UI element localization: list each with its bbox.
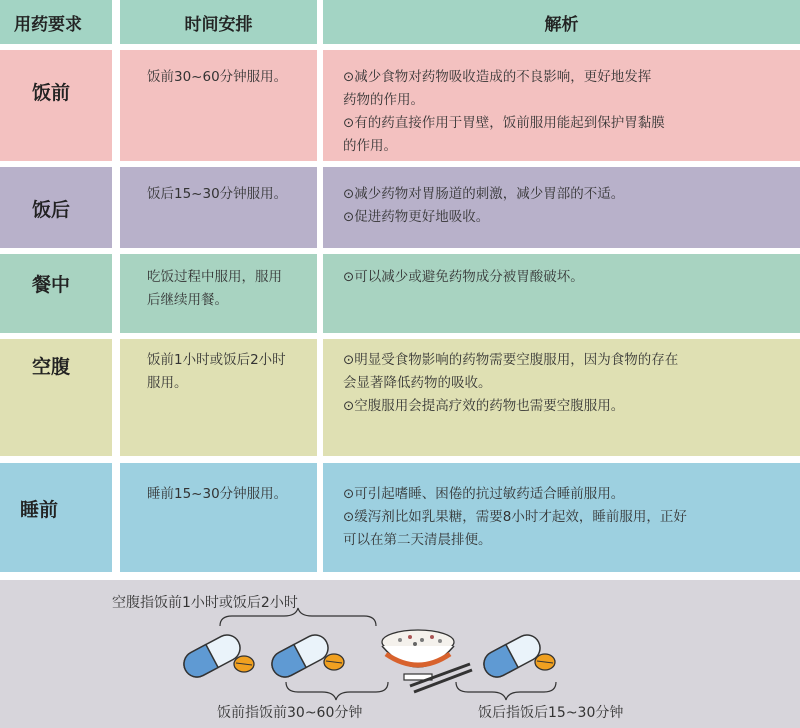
- row-label-after-meal: 饭后: [0, 167, 112, 248]
- caption-after-meal: 饭后指饭后15~30分钟: [478, 705, 624, 721]
- row-time-during-meal: 吃饭过程中服用，服用 后继续用餐。: [120, 254, 317, 333]
- row-time-empty-stomach: 饭前1小时或饭后2小时 服用。: [120, 339, 317, 456]
- row-notes-bedtime: ⊙可引起嗜睡、困倦的抗过敏药适合睡前服用。 ⊙缓泻剂比如乳果糖，需要8小时才起效，睡前服用，正好 可以在第二天清晨排便。: [323, 463, 800, 572]
- capsule-icon: [479, 630, 544, 681]
- row-notes-after-meal: ⊙减少药物对胃肠道的刺激，减少胃部的不适。 ⊙促进药物更好地吸收。: [323, 167, 800, 248]
- brace-before-meal: [286, 682, 388, 700]
- row-time-bedtime: 睡前15~30分钟服用。: [120, 463, 317, 572]
- row-notes-before-meal: ⊙减少食物对药物吸收造成的不良影响，更好地发挥 药物的作用。 ⊙有的药直接作用于胃壁，饭前服用能起到保护胃黏膜 的作用。: [323, 50, 800, 161]
- row-time-before-meal: 饭前30~60分钟服用。: [120, 50, 317, 161]
- row-time-after-meal: 饭后15~30分钟服用。: [120, 167, 317, 248]
- timing-illustration: [0, 580, 800, 728]
- row-label-bedtime: 睡前: [0, 463, 112, 572]
- header-analysis: 解析: [323, 0, 800, 44]
- tablet-icon: [234, 656, 254, 672]
- row-notes-empty-stomach: ⊙明显受食物影响的药物需要空腹服用，因为食物的存在 会显著降低药物的吸收。 ⊙空腹服用会提高疗效的药物也需要空腹服用。: [323, 339, 800, 456]
- capsule-icon: [267, 630, 332, 681]
- header-requirement: 用药要求: [0, 0, 112, 44]
- tablet-icon: [324, 654, 344, 670]
- row-label-before-meal: 饭前: [0, 50, 112, 161]
- caption-before-meal: 饭前指饭前30~60分钟: [217, 705, 363, 721]
- caption-empty-stomach: 空腹指饭前1小时或饭后2小时: [112, 595, 298, 611]
- capsule-icon: [179, 630, 244, 681]
- brace-after-meal: [456, 682, 556, 700]
- row-label-during-meal: 餐中: [0, 254, 112, 333]
- row-notes-during-meal: ⊙可以减少或避免药物成分被胃酸破坏。: [323, 254, 800, 333]
- tablet-icon: [535, 654, 555, 670]
- brace-empty-stomach: [220, 608, 376, 626]
- row-label-empty-stomach: 空腹: [0, 339, 112, 456]
- illustration-art: [0, 580, 800, 728]
- header-schedule: 时间安排: [120, 0, 317, 44]
